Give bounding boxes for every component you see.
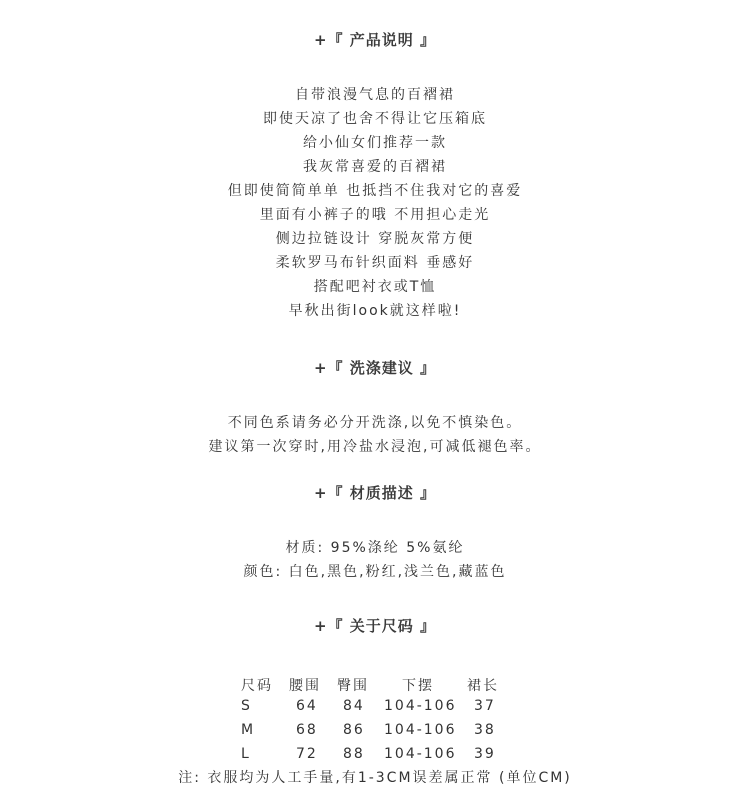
description-line: 给小仙女们推荐一款 — [303, 135, 447, 151]
size-cell: L — [241, 746, 251, 762]
washing-heading: +『 洗涤建议 』 — [313, 359, 436, 377]
size-cell: 72 — [296, 746, 318, 762]
washing-line: 不同色系请务必分开洗涤,以免不慎染色。 — [227, 415, 523, 431]
description-heading: +『 产品说明 』 — [313, 31, 436, 49]
description-line: 里面有小裤子的哦 不用担心走光 — [259, 207, 491, 223]
description-line: 自带浪漫气息的百褶裙 — [295, 87, 455, 103]
material-colors: 颜色: 白色,黑色,粉红,浅兰色,藏蓝色 — [243, 564, 507, 580]
size-cell: 84 — [343, 698, 365, 714]
size-cell: M — [241, 722, 256, 738]
size-cell: 64 — [296, 698, 318, 714]
size-table — [0, 671, 750, 771]
size-column-header: 裙长 — [467, 678, 499, 694]
size-cell: 86 — [343, 722, 365, 738]
description-line: 我灰常喜爱的百褶裙 — [303, 159, 447, 175]
material-composition: 材质: 95%涤纶 5%氨纶 — [285, 540, 465, 556]
description-line: 侧边拉链设计 穿脱灰常方便 — [275, 231, 475, 247]
size-cell: 104-106 — [384, 698, 457, 714]
size-note: 注: 衣服均为人工手量,有1-3CM误差属正常 (单位CM) — [178, 770, 572, 786]
size-cell: 104-106 — [384, 722, 457, 738]
size-cell: 39 — [474, 746, 496, 762]
size-heading: +『 关于尺码 』 — [313, 617, 436, 635]
size-column-header: 下摆 — [402, 678, 434, 694]
washing-line: 建议第一次穿时,用冷盐水浸泡,可减低褪色率。 — [208, 439, 542, 455]
size-cell: 37 — [474, 698, 496, 714]
size-cell: 104-106 — [384, 746, 457, 762]
size-column-header: 尺码 — [241, 678, 273, 694]
size-cell: 38 — [474, 722, 496, 738]
description-line: 即使天凉了也舍不得让它压箱底 — [263, 111, 487, 127]
description-line: 早秋出街look就这样啦! — [288, 303, 462, 319]
description-line: 但即使简简单单 也抵挡不住我对它的喜爱 — [227, 183, 523, 199]
size-cell: 68 — [296, 722, 318, 738]
size-cell: S — [241, 698, 252, 714]
size-column-header: 腰围 — [289, 678, 321, 694]
material-heading: +『 材质描述 』 — [313, 484, 436, 502]
size-cell: 88 — [343, 746, 365, 762]
description-line: 柔软罗马布针织面料 垂感好 — [275, 255, 475, 271]
size-column-header: 臀围 — [337, 678, 369, 694]
description-line: 搭配吧衬衣或T恤 — [313, 279, 437, 295]
